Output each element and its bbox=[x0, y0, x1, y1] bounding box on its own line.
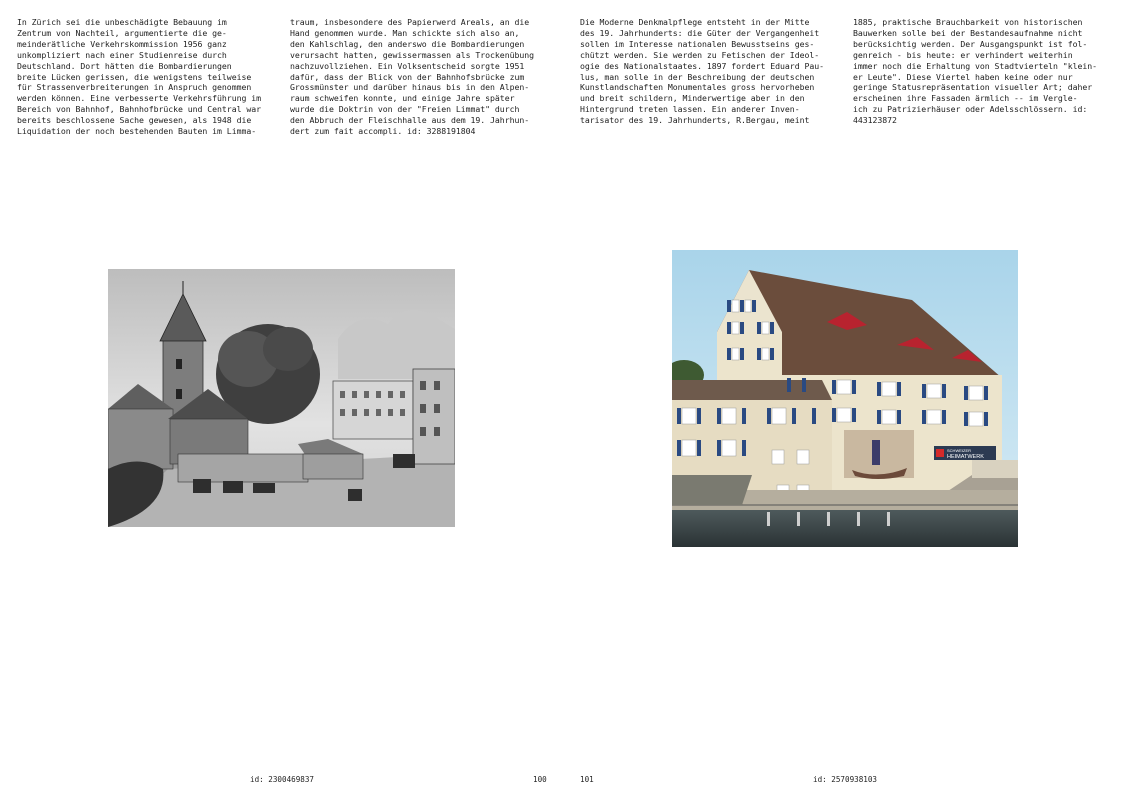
right-page-text-column-2: 1885, praktische Brauchbarkeit von historischen Bauwerken solle bei der Bestandesaufnahme nicht berücksichtig werden. Der Ausgangspunkt ist fol- genreich - bis heute: er verhindert weiterhin immer noch die Erhaltung von Stadtvierteln "klein- er Leute". Diese Viertel haben keine oder nur geringe Statusrepräsentation visueller Art; daher erscheinen ihre Fassaden ärmlich -- im Vergle- ich zu Patrizierhäuser oder Adelsschlössern. id: 443123872 bbox=[853, 17, 1097, 126]
building-photo-icon bbox=[672, 250, 1018, 547]
historic-engraving-icon bbox=[108, 269, 455, 527]
left-image-id: id: 2300469837 bbox=[250, 775, 315, 784]
historic-engraving-image bbox=[108, 269, 455, 527]
sign-small-text: SCHWEIZER bbox=[947, 448, 971, 453]
sign-text: HEIMATWERK bbox=[947, 454, 984, 460]
heimatwerk-building-image bbox=[672, 250, 1018, 547]
right-image-id: id: 2570938103 bbox=[813, 775, 878, 784]
right-page-number: 101 bbox=[580, 775, 594, 784]
left-page-number: 100 bbox=[533, 775, 547, 784]
left-page-text-column-1: In Zürich sei die unbeschädigte Bebauung im Zentrum von Nachteil, argumentierte die ge- meinderätliche Verkehrskommission 1956 ganz unkompliziert nach einer Studienreise durch Deutschland. Dort hätten die Bombardierungen breite Lücken gerissen, die wenigstens teilweise für Strassenverbreiterungen in Anspruch genommen werden können. Eine verbesserte Verkehrsführung im Bereich von Bahnhof, Bahnhofbrücke und Central war bereits beschlossene Sache gewesen, als 1948 die Liquidation der noch bestehenden Bauten im Limma- bbox=[17, 17, 261, 137]
left-page-text-column-2: traum, insbesondere des Papierwerd Areals, an die Hand genommen wurde. Man schickte sich also an, den Kahlschlag, den anderswo die Bombardierungen verursacht hatten, gewissermassen als Trockenübung nachzuvollziehen. Ein Volksentscheid sorgte 1951 dafür, dass der Blick von der Bahnhofsbrücke zum Grossmünster und darüber hinaus bis in den Alpen- raum schweifen konnte, und einige Jahre später wurde die Doktrin von der "Freien Limmat" durch den Abbruch der Fleischhalle aus dem 19. Jahrhun- dert zum fait accompli. id: 3288191804 bbox=[290, 17, 534, 137]
right-page-text-column-1: Die Moderne Denkmalpflege entsteht in der Mitte des 19. Jahrhunderts: die Güter der Vergangenheit sollen im Interesse nationalen Bewusstseins ges- chützt werden. Sie werden zu Fetischen der Ideol- ogie des Nationalstaates. 1897 fordert Eduard Pau- lus, man solle in der Beschreibung der deutschen Kunstlandschaften Monumentales gross hervorheben und breit schildern, Minderwertige aber in den Hintergrund treten lassen. Ein anderer Inven- tarisator des 19. Jahrhunderts, R.Bergau, meint bbox=[580, 17, 824, 126]
